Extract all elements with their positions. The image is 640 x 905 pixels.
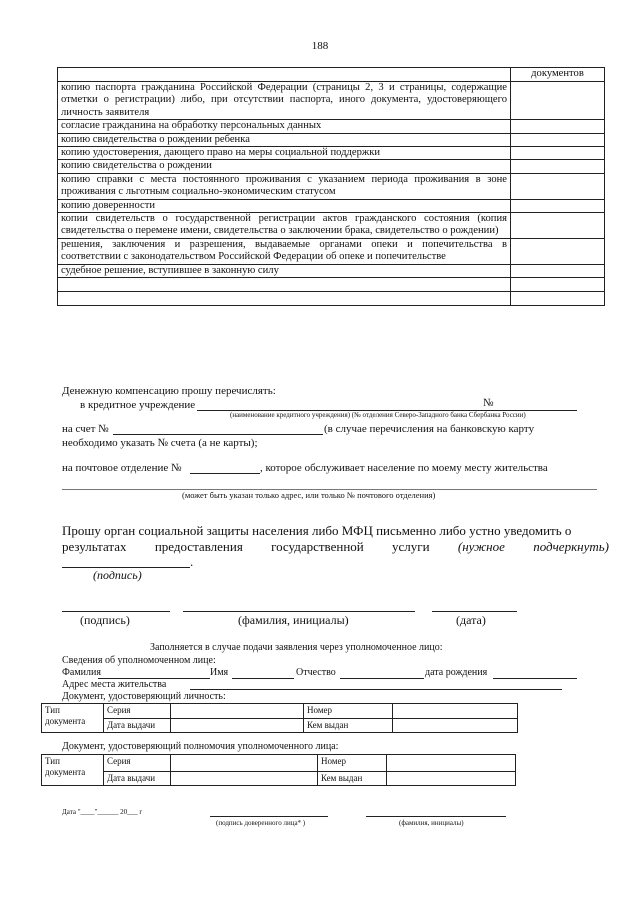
issue-date-cell: Дата выдачи xyxy=(104,772,171,786)
table-cell xyxy=(58,278,511,292)
bank-hint: (наименование кредитного учреждения) (№ отделения Северо-Западного банка Сбербанка России) xyxy=(230,411,526,419)
table-header-cell: документов xyxy=(511,68,605,82)
table-row xyxy=(58,292,605,306)
number-cell: Номер xyxy=(304,704,393,719)
notify-line-1: Прошу орган социальной защиты населения либо МФЦ письменно либо устно уведомить о xyxy=(62,523,572,538)
table-cell: согласие гражданина на обработку персональных данных xyxy=(58,120,511,133)
name-hint: (фамилия, инициалы) xyxy=(238,613,349,627)
account-label: на счет № xyxy=(62,423,109,435)
signature-hint: (подпись) xyxy=(80,613,130,627)
table-header-row xyxy=(58,68,605,82)
table-row xyxy=(58,120,605,133)
id-doc-table xyxy=(41,703,518,733)
notify-dot: . xyxy=(190,554,194,569)
date-hint: (дата) xyxy=(456,613,486,627)
proxy-date: Дата "____"______ 20___ г xyxy=(62,808,143,816)
table-row xyxy=(58,147,605,160)
post-tail: , которое обслуживает население по моему месту жительства xyxy=(260,462,548,474)
issued-by-cell: Кем выдан xyxy=(318,772,387,786)
issued-by-cell: Кем выдан xyxy=(304,719,393,733)
proxy-name-label: Имя xyxy=(210,667,229,678)
table-cell: копию справки с места постоянного проживания с указанием периода проживания в зоне проживания с льготным социально-экономическим статусом xyxy=(58,173,511,199)
auth-doc-table xyxy=(41,754,516,786)
post-hint: (может быть указан только адрес, или только № почтового отделения) xyxy=(182,490,436,500)
account-note-2: необходимо указать № счета (а не карты); xyxy=(62,437,258,449)
account-note: (в случае перечисления на банковскую карту xyxy=(324,423,535,435)
compensation-intro: Денежную компенсацию прошу перечислять: xyxy=(62,385,276,397)
table-row xyxy=(58,160,605,173)
notify-sign-hint: (подпись) xyxy=(93,568,142,582)
date-line xyxy=(432,611,517,612)
proxy-auth-doc-label: Документ, удостоверяющий полномочия уполномоченного лица: xyxy=(62,741,339,752)
bank-label: в кредитное учреждение xyxy=(80,399,196,411)
notify-line-2: результатах предоставления государственной услуги (нужное подчеркнуть) xyxy=(62,539,609,554)
table-cell: решения, заключения и разрешения, выдаваемые органами опеки и попечительства в соответствии с законодательством Российской Федерации об опеке и попечительстве xyxy=(58,238,511,264)
table-cell: копии свидетельств о государственной регистрации актов гражданского состояния (копия свидетельства о перемене имени, свидетельства о заключении брака, свидетельство о рождении) xyxy=(58,213,511,239)
table-row xyxy=(58,82,605,120)
proxy-address-label: Адрес места жительства xyxy=(62,679,167,690)
proxy-dob-label: дата рождения xyxy=(425,667,488,678)
table-row xyxy=(58,264,605,277)
table-row xyxy=(58,213,605,239)
table-cell: копию доверенности xyxy=(58,199,511,212)
number-cell: Номер xyxy=(318,755,387,772)
page-number: 188 xyxy=(311,40,329,52)
bank-number-sign: № xyxy=(483,397,494,409)
table-row xyxy=(58,278,605,292)
table-cell: копию паспорта гражданина Российской Федерации (страницы 2, 3 и страницы, содержащие отметки о регистрации) либо, при отсутствии паспорта, иного документа, удостоверяющего личность заявителя xyxy=(58,82,511,120)
post-label: на почтовое отделение № xyxy=(62,462,182,474)
proxy-info: Сведения об уполномоченном лице: xyxy=(62,655,216,666)
table-cell: копию свидетельства о рождении ребенка xyxy=(58,133,511,146)
table-cell: судебное решение, вступившее в законную силу xyxy=(58,264,511,277)
proxy-surname-label: Фамилия xyxy=(62,667,101,678)
table-row xyxy=(58,133,605,146)
proxy-name-hint: (фамилия, инициалы) xyxy=(399,819,464,827)
signature-line xyxy=(62,611,170,612)
post-line xyxy=(190,473,260,474)
proxy-heading: Заполняется в случае подачи заявления через уполномоченное лицо: xyxy=(150,642,443,653)
account-line xyxy=(113,434,323,435)
table-cell xyxy=(58,68,511,82)
table-cell xyxy=(58,292,511,306)
table-row xyxy=(58,199,605,212)
table-row xyxy=(58,173,605,199)
doc-type-cell: Тип документа xyxy=(42,755,104,786)
name-line xyxy=(183,611,415,612)
documents-table xyxy=(57,67,605,306)
proxy-patronymic-label: Отчество xyxy=(296,667,336,678)
series-cell: Серия xyxy=(104,755,171,772)
table-row xyxy=(58,238,605,264)
doc-type-cell: Тип документа xyxy=(42,704,104,733)
series-cell: Серия xyxy=(104,704,171,719)
table-cell: копию свидетельства о рождении xyxy=(58,160,511,173)
proxy-sign-hint: (подпись доверенного лица* ) xyxy=(216,819,306,827)
table-cell: копию удостоверения, дающего право на меры социальной поддержки xyxy=(58,147,511,160)
issue-date-cell: Дата выдачи xyxy=(104,719,171,733)
proxy-id-doc-label: Документ, удостоверяющий личность: xyxy=(62,691,226,702)
